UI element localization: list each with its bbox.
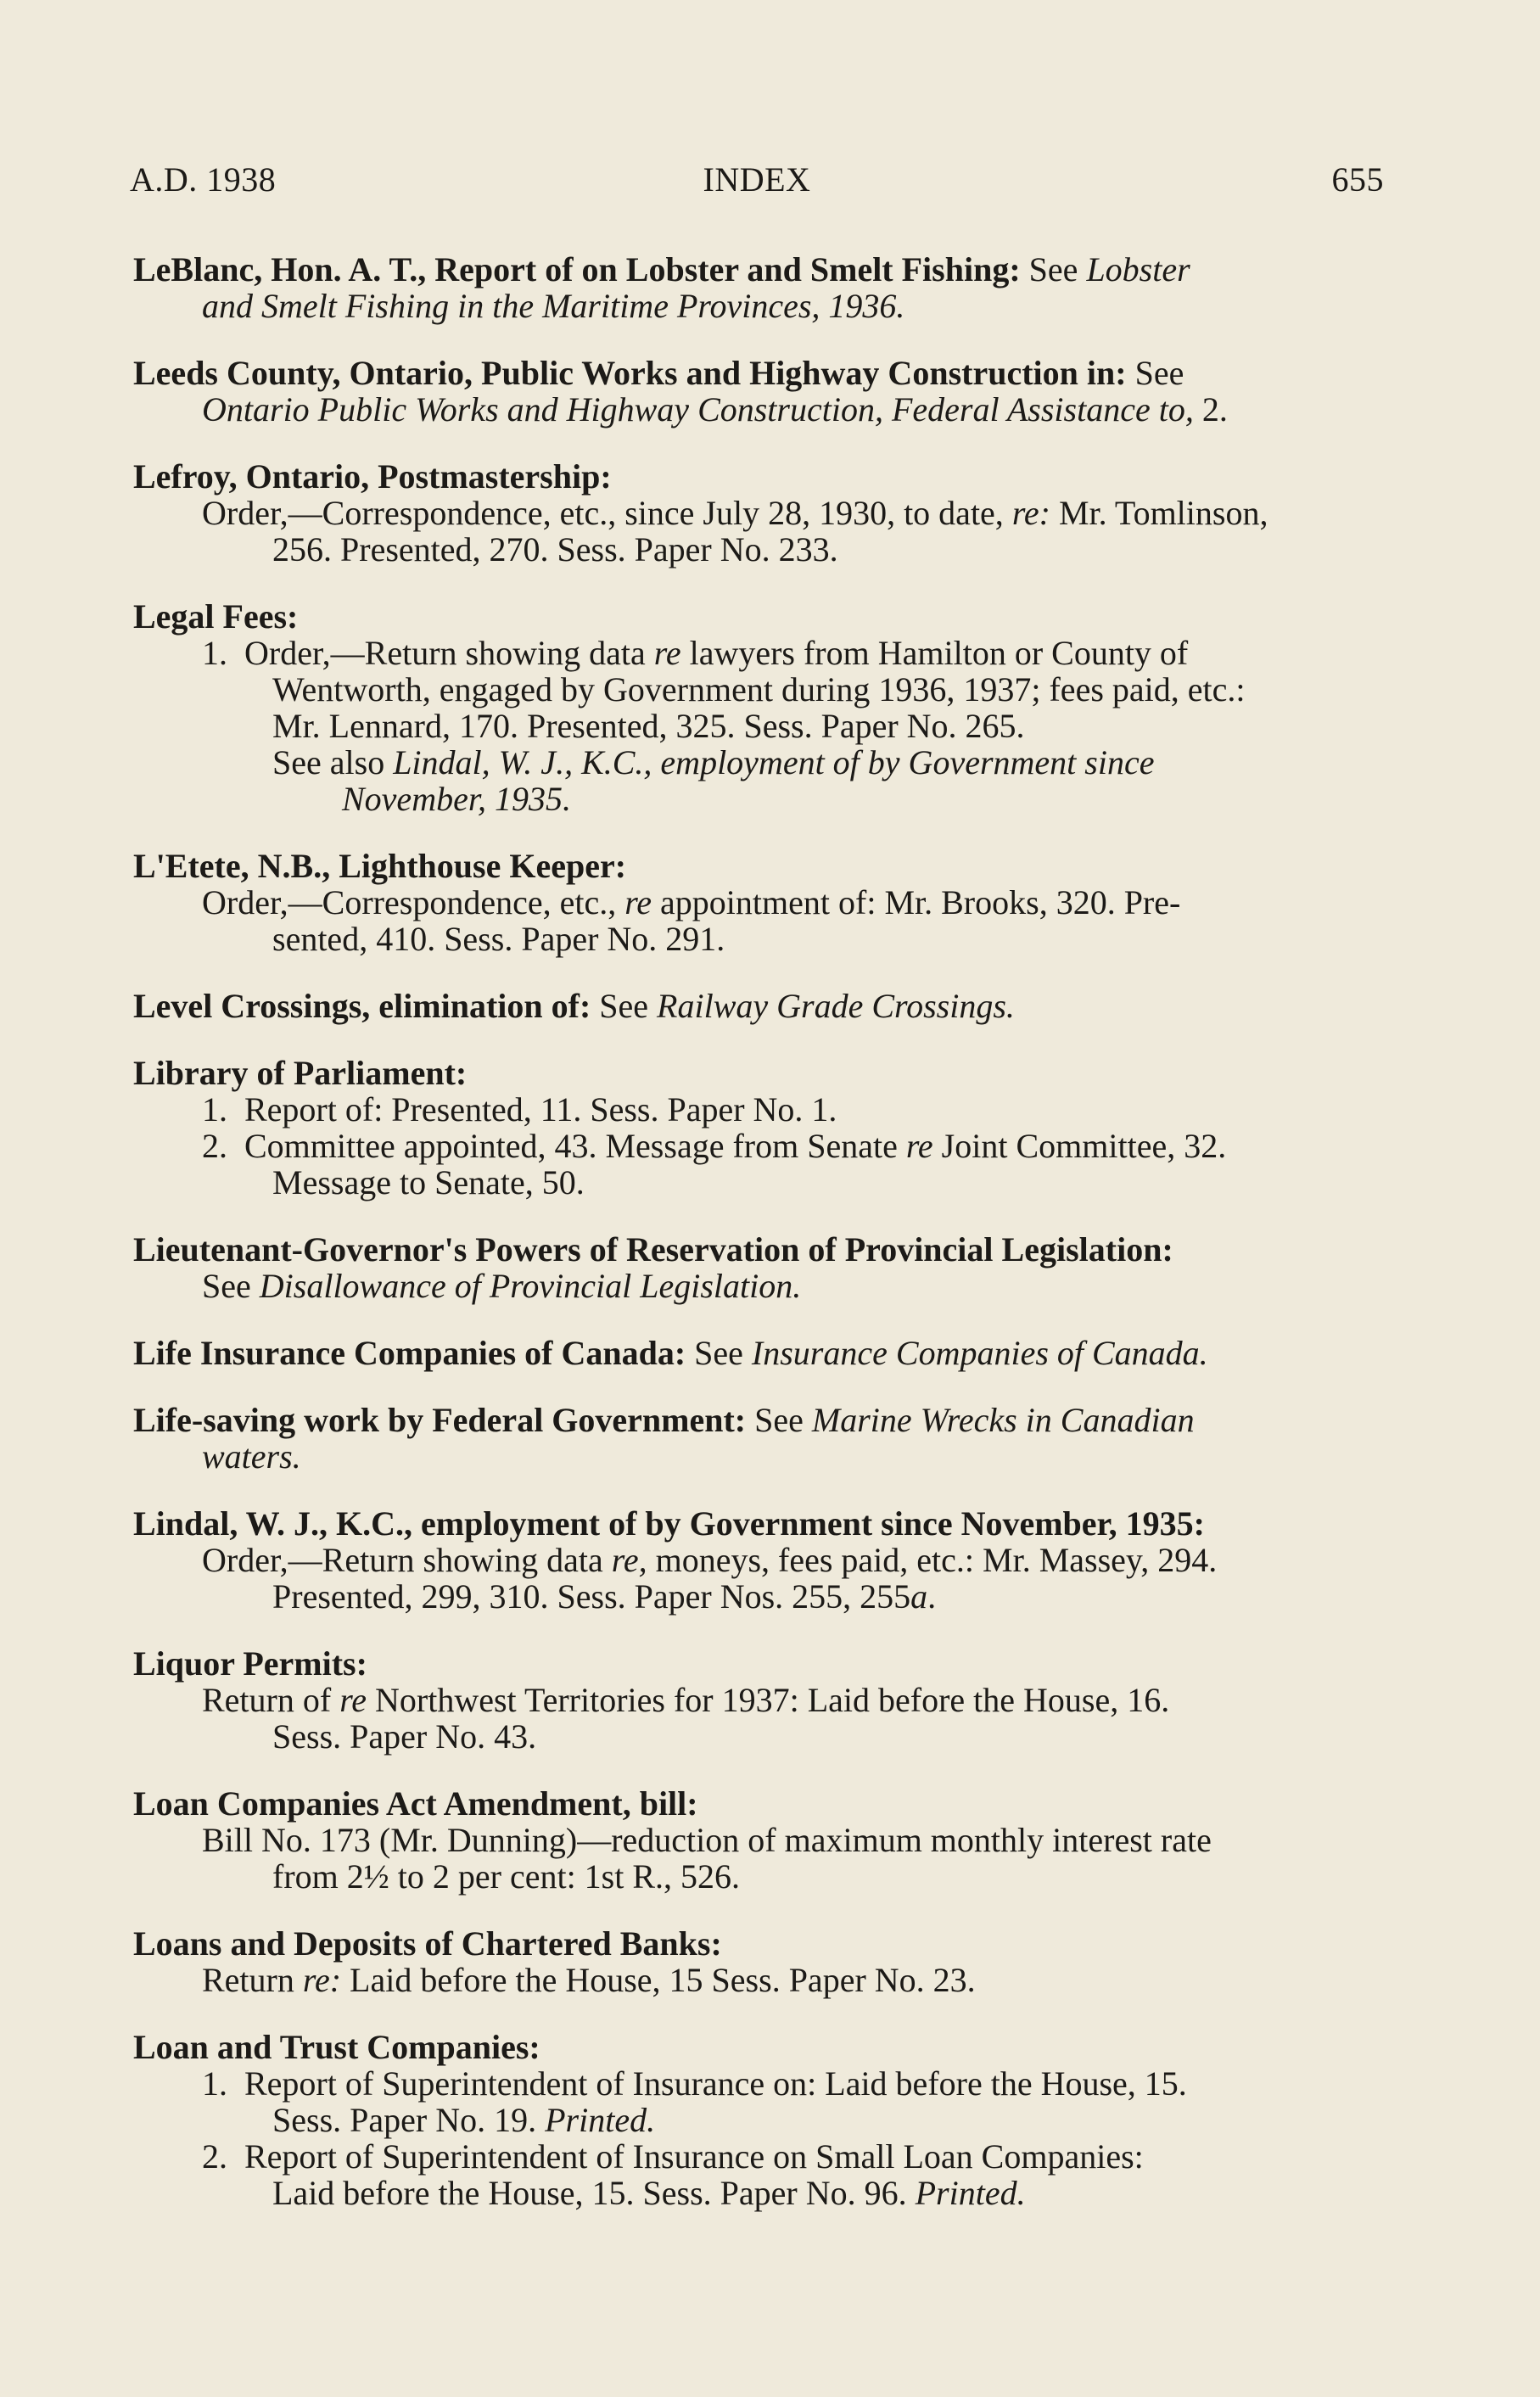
entry-line: Return re: Laid before the House, 15 Sess. Paper No. 23. [202,1961,976,1999]
entry-heading: Life-saving work by Federal Government: [133,1401,747,1439]
index-entry-lefroy [133,458,1387,568]
entry-line: 2. Report of Superintendent of Insurance on Small Loan Companies: [202,2137,1144,2176]
entry-line: Bill No. 173 (Mr. Dunning)—reduction of maximum monthly interest rate [202,1821,1212,1859]
entry-heading: Loans and Deposits of Chartered Banks: [133,1924,722,1963]
entry-heading: Level Crossings, elimination of: [133,987,591,1025]
index-entry-loan-trust [133,2029,1387,2211]
cross-reference-cont: November, 1935. [342,780,571,818]
entry-heading: Life Insurance Companies of Canada: [133,1334,686,1372]
entry-heading: Legal Fees: [133,597,299,636]
index-entry-letete [133,848,1387,957]
entry-line: Order,—Correspondence, etc., since July 28, 1930, to date, re: Mr. Tomlinson, [202,494,1268,532]
entry-line: Order,—Return showing data re, moneys, fees paid, etc.: Mr. Massey, 294. [202,1541,1218,1579]
see-text: See [202,1267,251,1305]
entry-line: Laid before the House, 15. Sess. Paper No. 96. Printed. [272,2174,1026,2212]
entry-line: from 2½ to 2 per cent: 1st R., 526. [272,1857,741,1896]
page-number: 655 [1331,160,1384,199]
entry-line: Order,—Correspondence, etc., re appointment of: Mr. Brooks, 320. Pre- [202,883,1181,921]
cross-reference: Lindal, W. J., K.C., employment of by Government since [393,743,1155,781]
entry-line: Sess. Paper No. 19. Printed. [272,2101,656,2139]
entry-heading: Library of Parliament: [133,1054,468,1092]
index-entry-lindal [133,1505,1387,1615]
entry-line: sented, 410. Sess. Paper No. 291. [272,920,725,958]
reference-page: 2. [1193,390,1228,428]
entry-heading: Loan Companies Act Amendment, bill: [133,1784,698,1823]
see-text: See [1134,354,1184,392]
entry-heading: Lefroy, Ontario, Postmastership: [133,457,612,496]
entry-line: 1. Report of: Presented, 11. Sess. Paper No. 1. [202,1090,837,1128]
index-entry-leeds [133,355,1387,428]
cross-reference: Ontario Public Works and Highway Construction, Federal Assistance to, [202,390,1194,428]
entry-heading: Lindal, W. J., K.C., employment of by Government since November, 1935: [133,1504,1205,1543]
index-entry-library [133,1055,1387,1201]
index-content [133,251,1387,2242]
see-text: See [694,1334,743,1372]
index-entry-life-insurance [133,1335,1387,1371]
index-entry-loan-companies-act [133,1785,1387,1895]
index-entry-life-saving [133,1402,1387,1475]
entry-line: 2. Committee appointed, 43. Message from Senate re Joint Committee, 32. [202,1127,1227,1165]
see-also: See also Lindal, W. J., K.C., employment of by Government since [272,743,1155,781]
cross-reference-cont: and Smelt Fishing in the Maritime Provinces, 1936. [202,287,905,325]
cross-reference: Marine Wrecks in Canadian [811,1401,1195,1439]
cross-reference-cont: waters. [202,1437,301,1476]
entry-heading: Leeds County, Ontario, Public Works and Highway Construction in: [133,354,1127,392]
entry-line: Mr. Lennard, 170. Presented, 325. Sess. Paper No. 265. [272,707,1025,745]
entry-line: Message to Senate, 50. [272,1163,585,1201]
entry-line: 1. Order,—Return showing data re lawyers from Hamilton or County of [202,634,1189,672]
index-entry-level-crossings [133,988,1387,1024]
see-text: See [754,1401,804,1439]
entry-heading: Liquor Permits: [133,1644,367,1683]
see-text: See [1028,250,1078,288]
entry-heading: L'Etete, N.B., Lighthouse Keeper: [133,847,627,885]
see-text: See [599,987,649,1025]
cross-reference: Lobster [1086,250,1190,288]
entry-heading: Loan and Trust Companies: [133,2028,540,2066]
entry-heading: Lieutenant-Governor's Powers of Reservation of Provincial Legislation: [133,1230,1173,1269]
entry-line: 256. Presented, 270. Sess. Paper No. 233. [272,530,838,568]
index-entry-legal-fees [133,598,1387,817]
index-entry-liquor-permits [133,1645,1387,1755]
entry-line: Return of re Northwest Territories for 1937: Laid before the House, 16. [202,1681,1170,1719]
index-entry-loans-deposits [133,1925,1387,1998]
entry-line: Presented, 299, 310. Sess. Paper Nos. 255, 255a. [272,1577,937,1616]
entry-heading: LeBlanc, Hon. A. T., Report of on Lobster and Smelt Fishing: [133,250,1021,288]
cross-reference: Insurance Companies of Canada. [751,1334,1208,1372]
index-entry-lieutenant-governor [133,1231,1387,1304]
entry-line: 1. Report of Superintendent of Insurance on: Laid before the House, 15. [202,2064,1187,2103]
header-title: INDEX [703,160,811,199]
index-entry-leblanc [133,251,1387,324]
cross-reference: Disallowance of Provincial Legislation. [259,1267,802,1305]
entry-line: Wentworth, engaged by Government during 1936, 1937; fees paid, etc.: [272,670,1246,708]
cross-reference: Railway Grade Crossings. [657,987,1015,1025]
entry-line: Sess. Paper No. 43. [272,1717,537,1756]
header-year: A.D. 1938 [130,160,277,199]
